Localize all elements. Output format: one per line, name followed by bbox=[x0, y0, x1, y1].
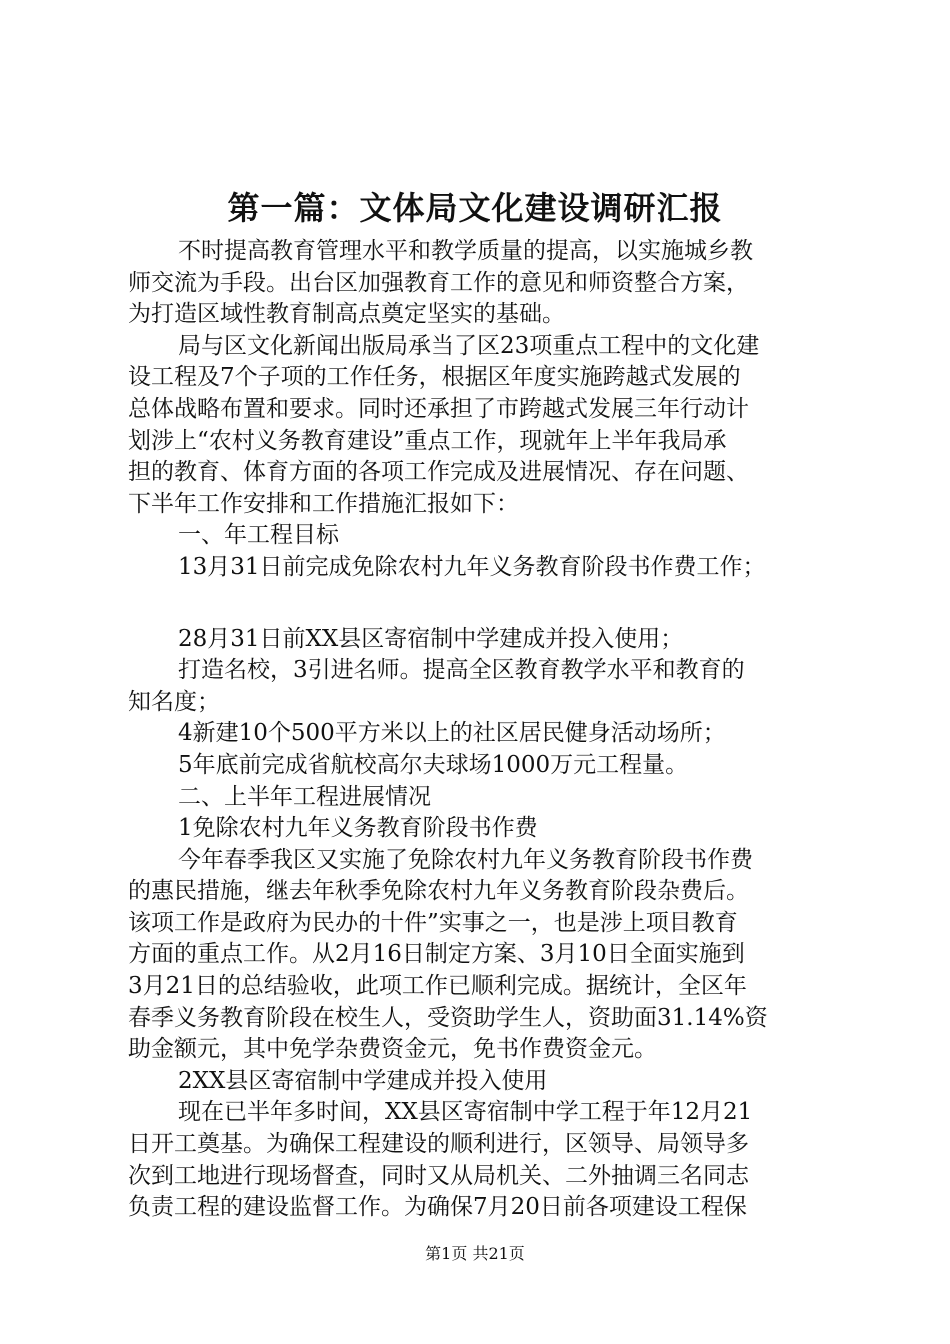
paragraph-line: 负责工程的建设监督工作。为确保7月20日前各项建设工程保 bbox=[128, 1194, 747, 1221]
list-item-continuation: 知名度； bbox=[128, 688, 220, 715]
blank-line bbox=[128, 584, 832, 624]
document-body bbox=[128, 236, 832, 1224]
list-item: 5年底前完成省航校高尔夫球场1000万元工程量。 bbox=[178, 751, 689, 778]
paragraph-line: 不时提高教育管理水平和教学质量的提高，以实施城乡教 bbox=[178, 238, 753, 264]
document-title: 第一篇：文体局文化建设调研汇报 bbox=[227, 189, 723, 227]
paragraph-line: 今年春季我区又实施了免除农村九年义务教育阶段书作费 bbox=[178, 846, 753, 873]
paragraph-line: 次到工地进行现场督查，同时又从局机关、二外抽调三名同志 bbox=[128, 1162, 749, 1189]
list-item: 4新建10个500平方米以上的社区居民健身活动场所； bbox=[178, 720, 726, 747]
paragraph-line: 日开工奠基。为确保工程建设的顺利进行，区领导、局领导多 bbox=[128, 1131, 749, 1158]
paragraph-line: 该项工作是政府为民办的十件”实事之一，也是涉上项目教育 bbox=[128, 909, 738, 936]
subsection-heading: 1免除农村九年义务教育阶段书作费 bbox=[178, 815, 538, 842]
paragraph-line: 划涉上“农村义务教育建设”重点工作，现就年上半年我局承 bbox=[128, 427, 727, 454]
paragraph-line: 3月21日的总结验收，此项工作已顺利完成。据统计，全区年 bbox=[128, 973, 747, 1000]
list-item: 13月31日前完成免除农村九年义务教育阶段书作费工作； bbox=[178, 553, 766, 580]
paragraph-line: 方面的重点工作。从2月16日制定方案、3月10日全面实施到 bbox=[128, 941, 745, 968]
paragraph-line: 师交流为手段。出台区加强教育工作的意见和师资整合方案， bbox=[128, 269, 749, 296]
paragraph-line: 总体战略布置和要求。同时还承担了市跨越式发展三年行动计 bbox=[128, 395, 749, 422]
page-footer: 第1页 共21页 bbox=[425, 1244, 525, 1263]
paragraph-line: 的惠民措施，继去年秋季免除农村九年义务教育阶段杂费后。 bbox=[128, 878, 749, 905]
paragraph-line: 为打造区域性教育制高点奠定坚实的基础。 bbox=[128, 301, 565, 328]
paragraph-line: 下半年工作安排和工作措施汇报如下： bbox=[128, 490, 519, 517]
list-item: 打造名校，3引进名师。提高全区教育教学水平和教育的 bbox=[178, 657, 745, 684]
paragraph-line: 设工程及7个子项的工作任务，根据区年度实施跨越式发展的 bbox=[128, 364, 741, 391]
paragraph-line: 春季义务教育阶段在校生人，受资助学生人，资助面31.14%资 bbox=[128, 1004, 768, 1031]
paragraph-line: 担的教育、体育方面的各项工作完成及进展情况、存在问题、 bbox=[128, 459, 749, 486]
list-item: 28月31日前XX县区寄宿制中学建成并投入使用； bbox=[178, 625, 684, 652]
subsection-heading: 2XX县区寄宿制中学建成并投入使用 bbox=[178, 1067, 548, 1094]
section-heading: 二、上半年工程进展情况 bbox=[178, 783, 431, 810]
paragraph-line: 现在已半年多时间，XX县区寄宿制中学工程于年12月21 bbox=[178, 1099, 753, 1126]
paragraph-line: 助金额元，其中免学杂费资金元，免书作费资金元。 bbox=[128, 1036, 657, 1063]
section-heading: 一、年工程目标 bbox=[178, 522, 339, 549]
paragraph-line: 局与区文化新闻出版局承当了区23项重点工程中的文化建 bbox=[178, 332, 760, 359]
